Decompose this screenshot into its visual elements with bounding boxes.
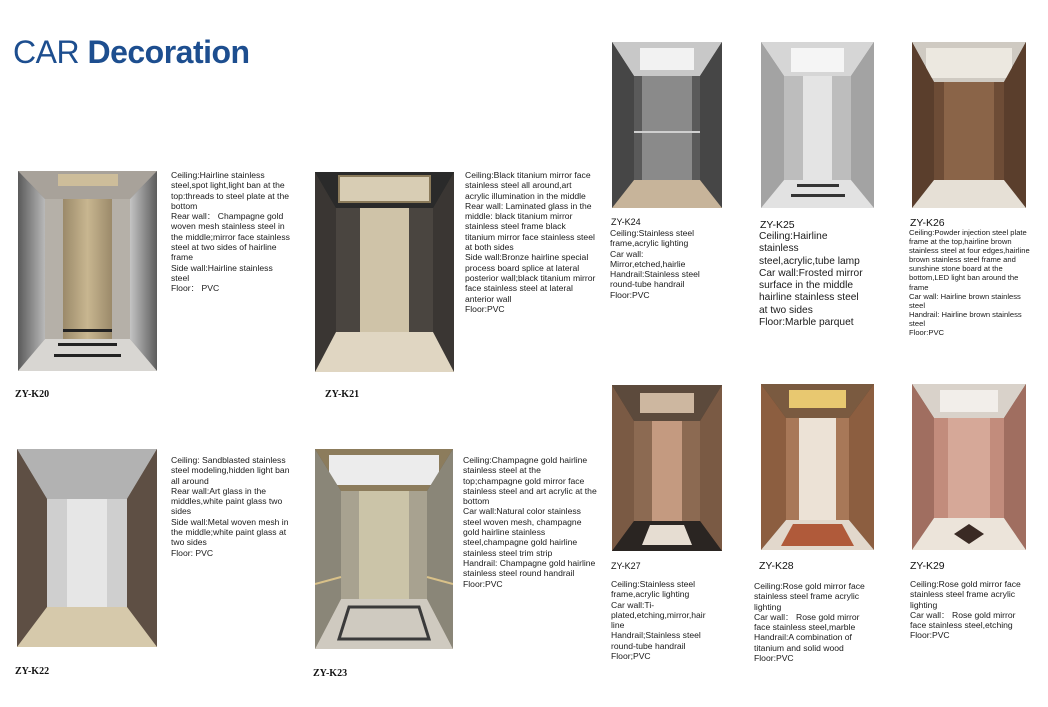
- elevator-photo-k25: [761, 42, 874, 208]
- model-description-k24: Ceiling:Stainless steel frame,acrylic lighting Car wall: Mirror,etched,hairlie Handrail:Stainless steel round-tube handrail Floor:PVC: [610, 228, 700, 300]
- model-code-k24: ZY-K24: [611, 217, 641, 227]
- elevator-photo-k21: [315, 172, 454, 372]
- model-code-k23: ZY-K23: [313, 668, 348, 679]
- elevator-photo-k26: [912, 42, 1026, 208]
- model-code-k21: ZY-K21: [325, 389, 360, 400]
- elevator-photo-k23: [315, 449, 453, 649]
- elevator-photo-k22: [17, 449, 157, 647]
- model-code-k25: ZY-K25: [760, 219, 795, 231]
- model-description-k21: Ceiling:Black titanium mirror face stainless steel all around,art acrylic illumination in the middle Rear wall: Laminated glass in the middle: black titanium mirror stainless steel frame black titanium mirror face stainless steel at both sides Side wall:Bronze hairline special process board splice at lateral posterior wall;black titanium mirror face stainless steel at lateral anterior wall Floor:PVC: [465, 170, 596, 314]
- model-code-k27: ZY-K27: [611, 561, 641, 571]
- page-title: [13, 34, 250, 71]
- model-code-k28: ZY-K28: [759, 560, 794, 572]
- elevator-photo-k24: [612, 42, 722, 208]
- title-light: CAR: [13, 34, 80, 70]
- model-description-k23: Ceiling:Champagne gold hairline stainless steel at the top;champagne gold mirror face stainless steel and art acrylic at the bottom Car wall:Natural color stainless steel woven mesh, champagne gold hairline stainless steel,champagne gold hairline stainless steel trim strip Handrail: Champagne gold hairline stainless steel round handrail Floor:PVC: [463, 455, 597, 589]
- model-description-k29: Ceiling:Rose gold mirror face stainless steel frame acrylic lighting Car wall： Rose gold mirror face stainless steel,etching Floor:PVC: [910, 579, 1021, 641]
- elevator-photo-k28: [761, 384, 874, 550]
- model-description-k20: Ceiling:Hairline stainless steel,spot light,light ban at the top:threads to steel plate at the bottom Rear wall： Champagne gold woven mesh stainless steel in the middle;mirror face stainless steel at two sides of hairline frame Side wall:Hairline stainless steel Floor： PVC: [171, 170, 290, 294]
- model-code-k29: ZY-K29: [910, 560, 945, 572]
- model-code-k20: ZY-K20: [15, 389, 50, 400]
- model-code-k22: ZY-K22: [15, 666, 50, 677]
- title-bold: Decoration: [87, 34, 250, 70]
- model-code-k26: ZY-K26: [910, 217, 945, 229]
- model-description-k26: Ceiling:Powder injection steel plate frame at the top,hairline brown stainless steel at four edges,hairline brown stainless steel frame and sunshine stone board at the bottom,LED light ban around the frame Car wall: Hairline brown stainless steel Handrail: Hairline brown stainless steel Floor:PVC: [909, 228, 1030, 338]
- elevator-photo-k29: [912, 384, 1026, 550]
- model-description-k25: Ceiling:Hairline stainless steel,acrylic,tube lamp Car wall:Frosted mirror surface in the middle hairline stainless steel at two sides Floor:Marble parquet: [759, 231, 863, 329]
- model-description-k28: Ceiling:Rose gold mirror face stainless steel frame acrylic lighting Car wall： Rose gold mirror face stainless steel,marble Handrail:A combination of titanium and solid wood Floor:PVC: [754, 581, 865, 664]
- model-description-k27: Ceiling:Stainless steel frame,acrylic lighting Car wall:Ti-plated,etching,mirror,hair line Handrail;Stainless steel round-tube handrail Floor;PVC: [611, 579, 706, 662]
- model-description-k22: Ceiling: Sandblasted stainless steel modeling,hidden light ban all around Rear wall:Art glass in the middles,white paint glass two sides Side wall:Metal woven mesh in the middle;white paint glass at two sides Floor: PVC: [171, 455, 290, 558]
- elevator-photo-k20: [18, 171, 157, 371]
- elevator-photo-k27: [612, 385, 722, 551]
